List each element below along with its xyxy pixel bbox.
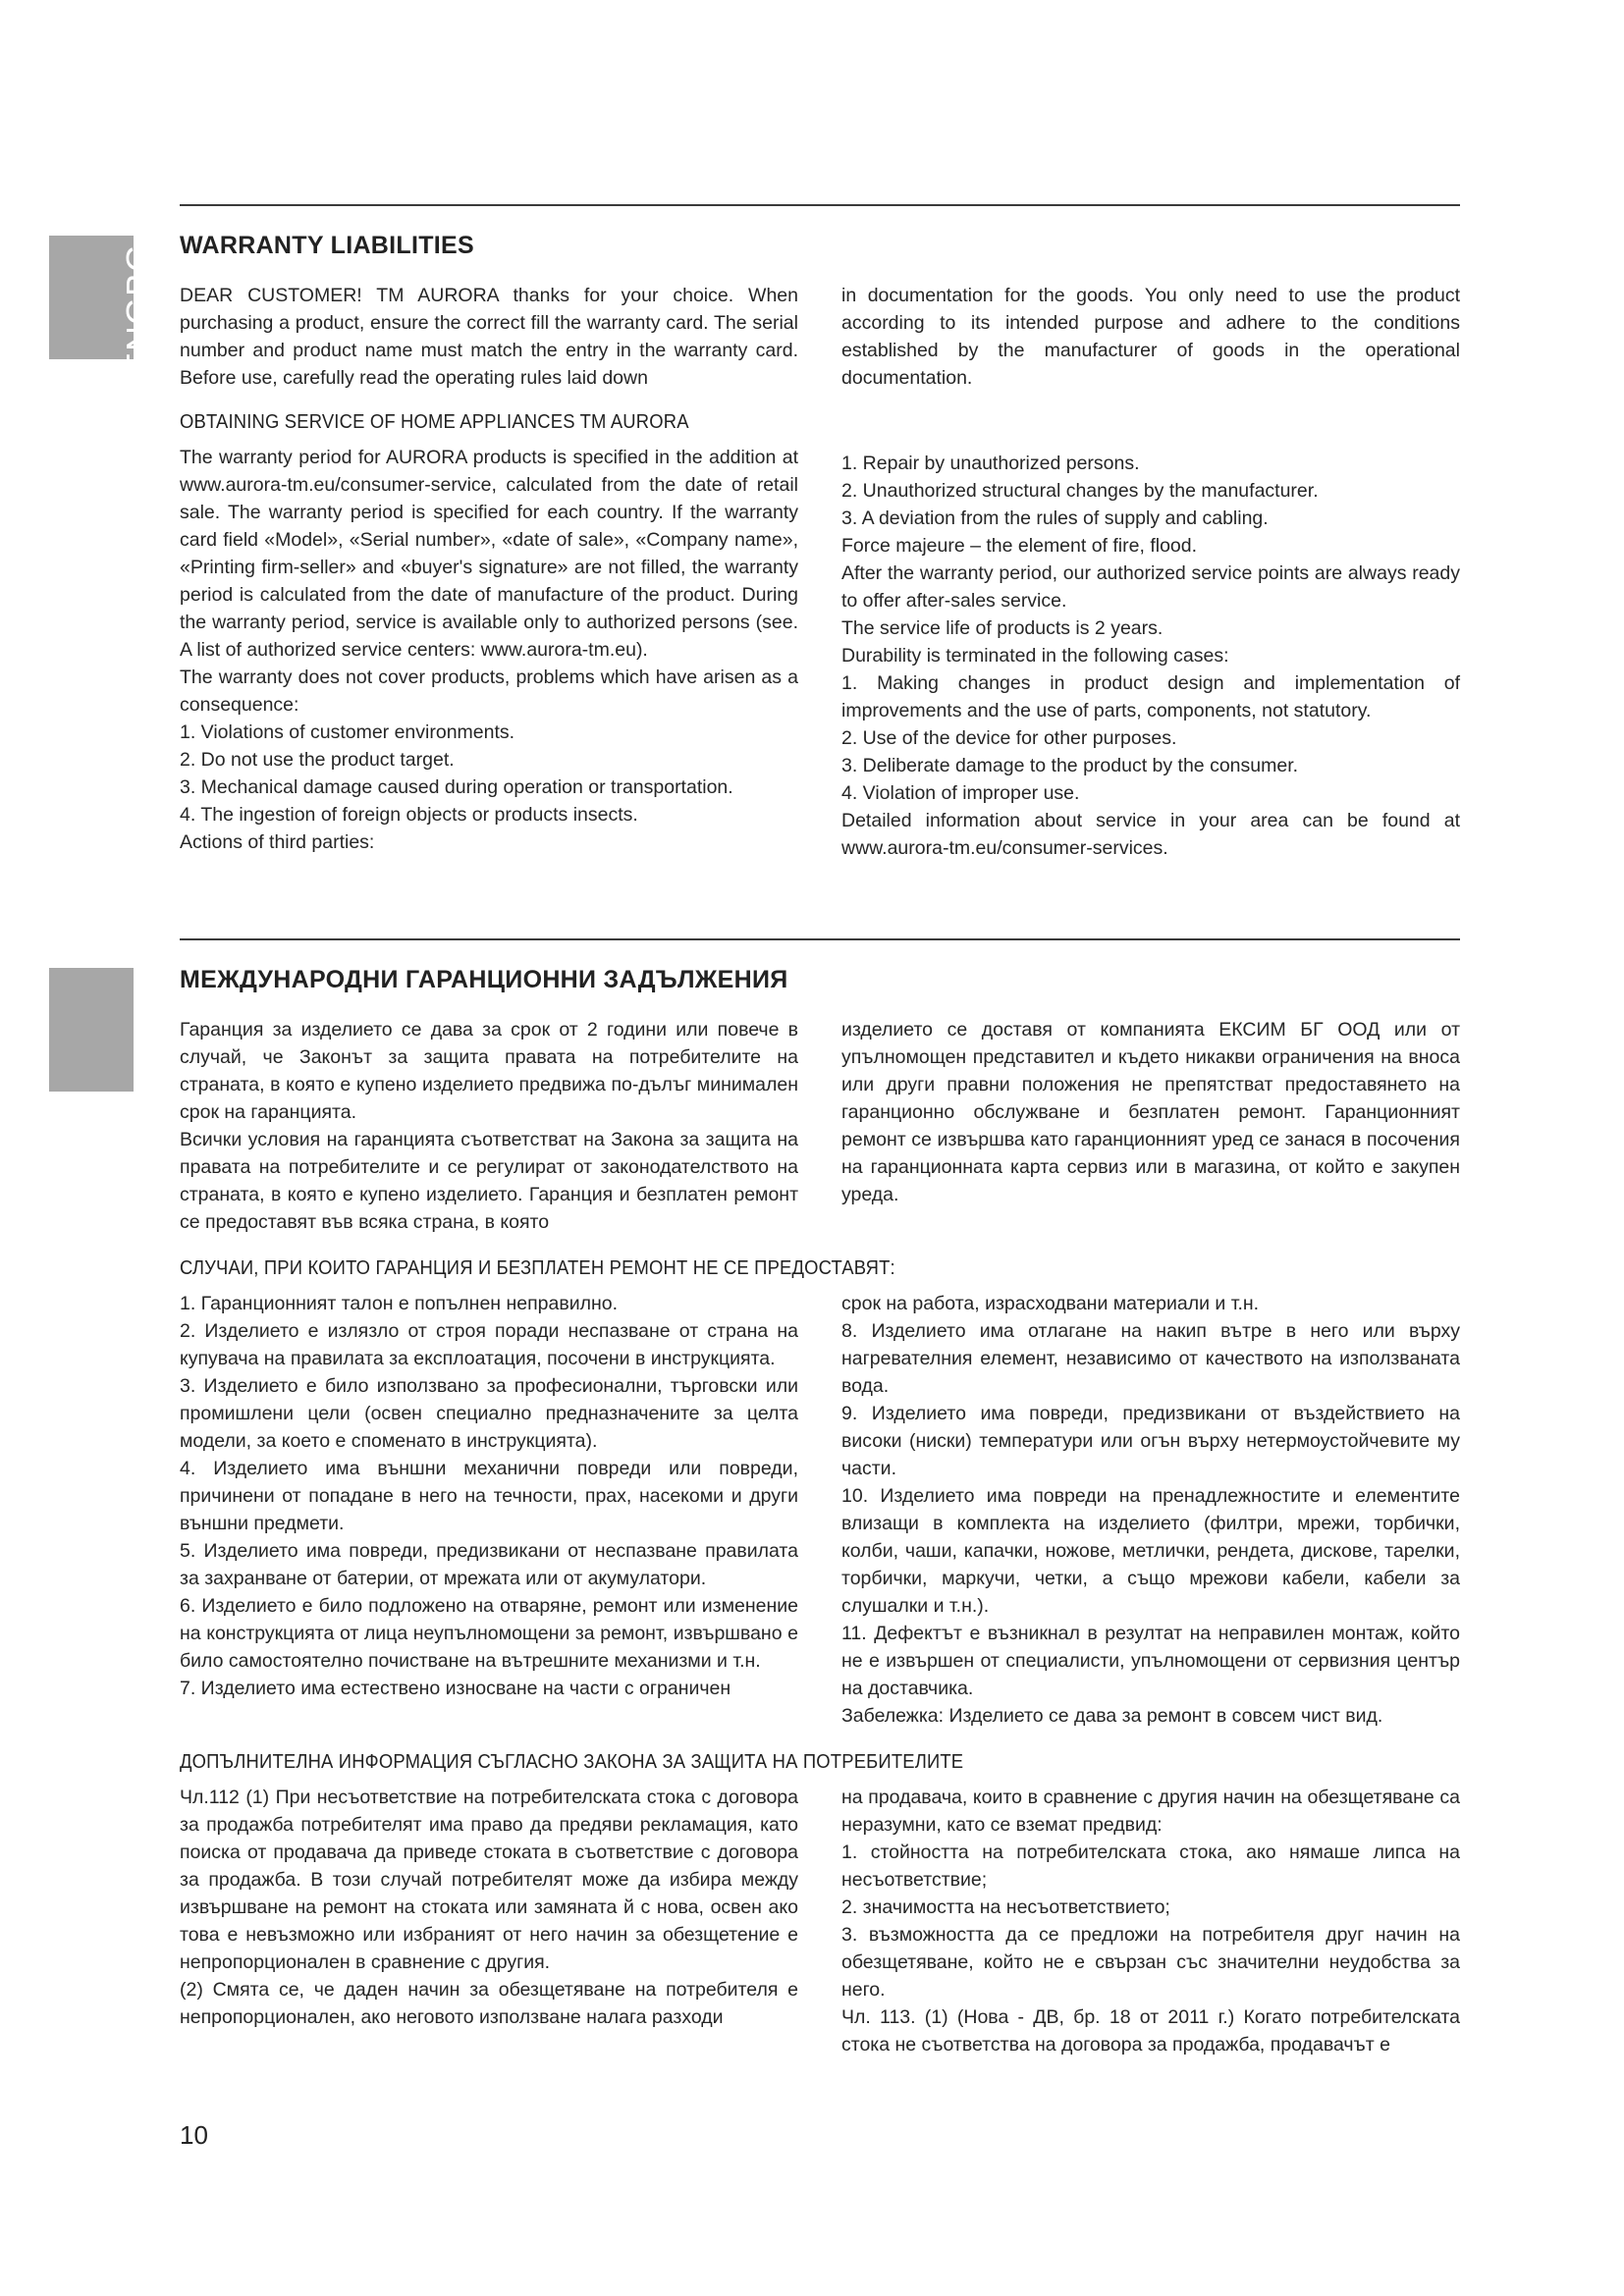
list-item: 8. Изделието има отлагане на накип вътре в него или върху нагревателния елемент, независимо от качеството на използваната вода. [841,1320,1460,1397]
list-item: 2. Use of the device for other purposes. [841,727,1177,749]
list-item: 2. Do not use the product target. [180,749,455,771]
intro-columns [180,282,1460,392]
language-tab-bg [49,968,134,1092]
list-item: 3. Mechanical damage caused during operation or transportation. [180,776,733,798]
list-item: 3. Изделието е било използвано за професионални, търговски или промишлени цели (освен специално предназначените за целта модели, за което е споменато в инструкцията). [180,1375,798,1452]
paragraph: Durability is terminated in the following cases: [841,645,1229,667]
paragraph: The warranty does not cover products, problems which have arisen as a consequence: [180,667,798,716]
list-item: 3. възможността да се предложи на потребителя друг начин на обезщетяване, който не е свързан със значителни неудобства за него. [841,1924,1460,2001]
section-divider [180,938,1460,940]
section-subheading: СЛУЧАИ, ПРИ КОИТО ГАРАНЦИЯ И БЕЗПЛАТЕН РЕМОНТ НЕ СЕ ПРЕДОСТАВЯТ: [180,1257,895,1279]
list-item: 1. Гаранционният талон е попълнен неправилно. [180,1293,618,1314]
intro-paragraph: DEAR CUSTOMER! TM AURORA thanks for your choice. When purchasing a product, ensure the correct fill the warranty card. The serial number and product name must match the entry in the warranty card. Before use, carefully read the operating rules laid down [180,285,798,389]
list-item: 3. A deviation from the rules of supply and cabling. [841,507,1269,529]
list-item: 11. Дефектът е възникнал в резултат на неправилен монтаж, който не е извършен от специалисти, упълномощени от сервизния център на доставчика. [841,1623,1460,1699]
section-subheading: OBTAINING SERVICE OF HOME APPLIANCES TM AURORA [180,411,689,433]
list-item: 3. Deliberate damage to the product by the consumer. [841,755,1299,776]
paragraph: (2) Смята се, че даден начин за обезщетяване на потребителя е непропорционален, ако неговото използване налага разходи [180,1979,798,2028]
list-item: 4. The ingestion of foreign objects or products insects. [180,804,638,826]
section-title: WARRANTY LIABILITIES [180,232,474,259]
note: Забележка: Изделието се дава за ремонт в совсем чист вид. [841,1705,1383,1727]
paragraph: на продавача, които в сравнение с другия начин на обезщетяване са неразумни, като се вземат предвид: [841,1787,1460,1836]
section-title: МЕЖДУНАРОДНИ ГАРАНЦИОННИ ЗАДЪЛЖЕНИЯ [180,966,788,993]
intro-columns [180,1016,1460,1236]
paragraph: Гаранция за изделието се дава за срок от 2 години или повече в случай, че Законът за защита правата на потребителите на страната, в която е купено изделието предвижа по-дълъг минимален срок на гаранцията. [180,1019,798,1123]
list-item: срок на работа, израсходвани материали и т.н. [841,1293,1260,1314]
list-item: 2. Unauthorized structural changes by the manufacturer. [841,480,1319,502]
paragraph: The service life of products is 2 years. [841,617,1164,639]
list-item: 10. Изделието има повреди на пренадлежностите и елементите влизащи в комплекта на изделието (филтри, мрежи, торбички, колби, чаши, капачки, ножове, метлички, рендета, дискове, тарелки, торбички, маркучи, четки, а също мрежови кабели, кабели за слушалки и т.н.). [841,1485,1460,1617]
list-item: 1. Repair by unauthorized persons. [841,453,1140,474]
language-tab-label: ENGBG [119,242,159,376]
list-item: 1. Making changes in product design and implementation of improvements and the use of parts, components, not statutory. [841,672,1460,721]
list-item: 5. Изделието има повреди, предизвикани от неспазване правилата за захранване от батерии, от мрежата или от акумулатори. [180,1540,798,1589]
paragraph: After the warranty period, our authorized service points are always ready to offer after-sales service. [841,562,1460,612]
list-item: 4. Violation of improper use. [841,782,1080,804]
extra-columns [180,1784,1460,2058]
list-item: 1. стойността на потребителската стока, ако нямаше липса на несъответствие; [841,1842,1460,1891]
paragraph: Actions of third parties: [180,831,375,853]
warranty-section-en [180,232,1460,862]
warranty-section-bg [180,966,1460,2058]
paragraph: изделието се доставя от компанията ЕКСИМ БГ ООД или от упълномощен представител и където никакви ограничения на вноса или други правни положения не препятстват предоставянето на гаранционно обслужване и безплатен ремонт. Гаранционният ремонт се извършва като гаранционният уред се занася в посочения на гаранционната карта сервиз или в магазина, от който е закупен уреда. [841,1019,1460,1205]
list-item: 6. Изделието е било подложено на отваряне, ремонт или изменение на конструкцията от лица неупълномощени за ремонт, извършвано е било самостоятелно почистване на вътрешните механизми и т.н. [180,1595,798,1672]
list-item: 2. значимостта на несъответствието; [841,1896,1170,1918]
list-item: 1. Violations of customer environments. [180,721,515,743]
list-item: 2. Изделието е излязло от строя поради неспазване от страна на купувача на правилата за експлоатация, посочени в инструкцията. [180,1320,798,1369]
cases-columns [180,1290,1460,1730]
list-item: 9. Изделието има повреди, предизвикани от въздействието на високи (ниски) температури или огън върху нетермоустойчевите му части. [841,1403,1460,1479]
list-item: 4. Изделието има външни механични повреди или повреди, причинени от попадане в него на течности, прах, насекоми и други външни предмети. [180,1458,798,1534]
paragraph: The warranty period for AURORA products is specified in the addition at www.aurora-tm.eu/consumer-service, calculated from the date of retail sale. The warranty period is specified for each country. If the warranty card field «Model», «Serial number», «date of sale», «Company name», «Printing firm-seller» and «buyer's signature» are not filled, the warranty period is calculated from the date of manufacture of the product. During the warranty period, service is available only to authorized persons (see. A list of authorized service centers: www.aurora-tm.eu). [180,447,798,661]
list-item: 7. Изделието има естествено износване на части с ограничен [180,1678,731,1699]
section-divider [180,204,1460,206]
paragraph: Всички условия на гаранцията съответстват на Закона за защита на правата на потребителите и се регулират от законодателството на страната, в която е купено изделието. Гаранция и безплатен ремонт се предоставят във всяка страна, в която [180,1129,798,1233]
paragraph: Force majeure – the element of fire, flood. [841,535,1198,557]
paragraph: Чл.112 (1) При несъответствие на потребителската стока с договора за продажба потребителят има право да предяви рекламация, като поиска от продавача да приведе стоката в съответствие с договора за продажба. В този случай потребителят може да избира между извършване на ремонт на стоката или замяната й с нова, освен ако това е невъзможно или избраният от него начин за обезщетение е непропорционален в сравнение с другия. [180,1787,798,1973]
intro-paragraph: in documentation for the goods. You only need to use the product according to its intended purpose and adhere to the conditions established by the manufacturer of goods in the operational documentation. [841,285,1460,389]
page-number: 10 [180,2120,208,2150]
body-columns [180,444,1460,862]
paragraph: Detailed information about service in your area can be found at www.aurora-tm.eu/consumer-services. [841,810,1460,859]
section-subheading: ДОПЪЛНИТЕЛНА ИНФОРМАЦИЯ СЪГЛАСНО ЗАКОНА ЗА ЗАЩИТА НА ПОТРЕБИТЕЛИТЕ [180,1751,964,1773]
paragraph: Чл. 113. (1) (Нова - ДВ, бр. 18 от 2011 г.) Когато потребителската стока не съответства на договора за продажба, продавачът е [841,2006,1460,2056]
